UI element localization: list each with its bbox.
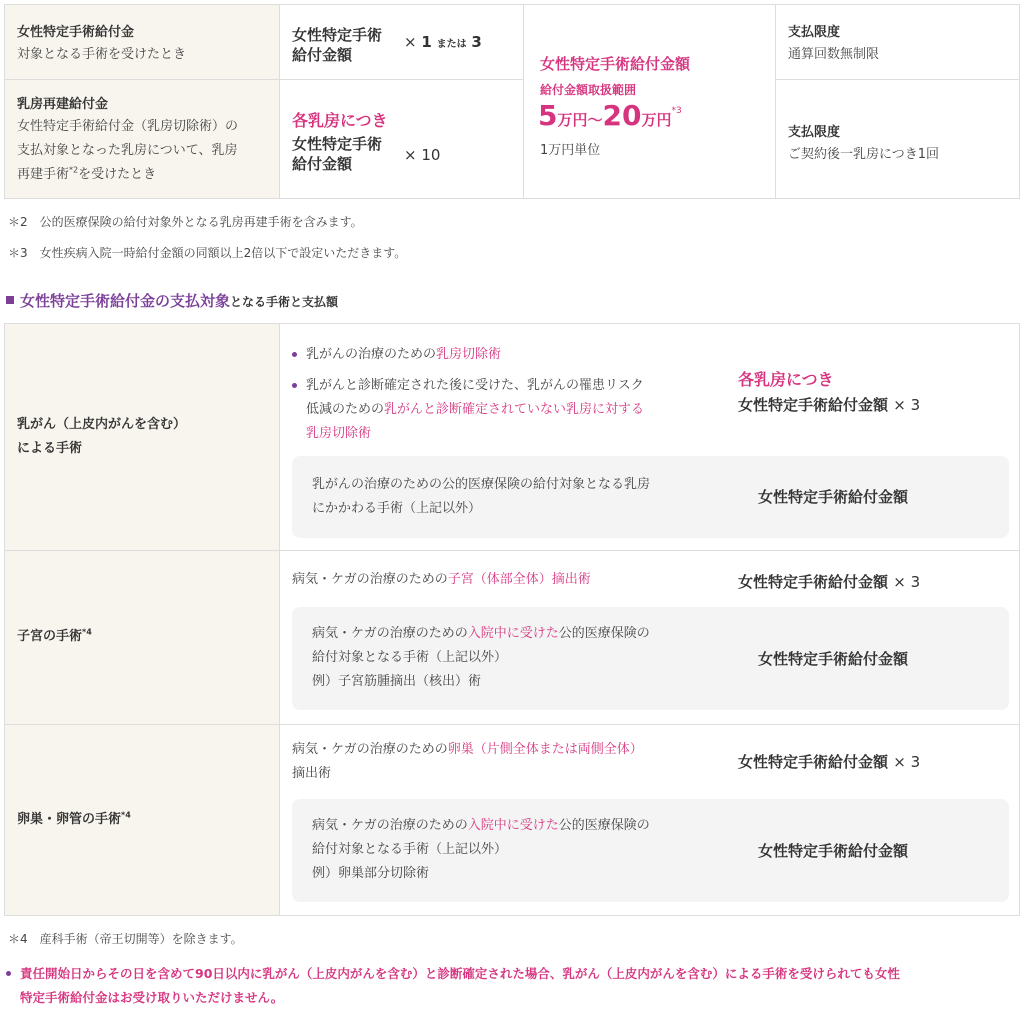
payment-multiplier: × 3 (893, 753, 921, 771)
row-label-cell (5, 725, 280, 915)
range-max: 20 (602, 99, 642, 132)
payment-amount (738, 394, 920, 415)
box-payment: 女性特定手術給付金額 (758, 488, 909, 506)
female-surgery-amount-cell (280, 5, 524, 80)
payment-text: 女性特定手術給付金額 (738, 573, 889, 591)
breast-reconstruction-amount-cell (280, 80, 524, 198)
breast-reconstruction-desc-2: 支払対象となった乳房について、乳房 (17, 143, 238, 158)
range-title: 女性特定手術給付金額 (540, 55, 691, 73)
warning-text: 責任開始日からその日を含めて90日以内に乳がん（上皮内がんを含む）と診断確定された場合、乳がん（上皮内がんを含む）による手術を受けられても女性 (20, 966, 900, 981)
surgery-payment-table (4, 323, 1020, 916)
table-row (5, 725, 1019, 915)
mult-b: 3 (471, 33, 482, 51)
surgery-line: 摘出術 (292, 766, 332, 781)
breast-reconstruction-title: 乳房再建給付金 (17, 97, 109, 112)
breast-reconstruction-desc-3 (17, 163, 279, 187)
section-heading-main: 女性特定手術給付金の支払対象 (20, 292, 231, 310)
box-text: 給付対象となる手術（上記以外） (312, 650, 508, 665)
table-row (5, 324, 1019, 550)
box-example: 例）子宮筋腫摘出（核出）術 (312, 674, 482, 689)
amount-multiplier (404, 33, 482, 51)
each-breast-label: 各乳房につき (738, 370, 834, 389)
range-step: 1万円単位 (540, 143, 601, 158)
item-highlight: 乳がんと診断確定されていない乳房に対する (384, 402, 645, 417)
payment-amount (738, 751, 920, 772)
footnote-4: ＊4 産科手術（帝王切開等）を除きます。 (8, 932, 243, 946)
bullet-dot-icon (292, 352, 297, 357)
breast-reconstruction-desc-1: 女性特定手術給付金（乳房切除術）の (17, 119, 239, 134)
item-text-part: 低減のための (306, 402, 385, 417)
box-highlight: 入院中に受けた (467, 626, 559, 641)
footnote-3: ＊3 女性疾病入院一時給付金額の同額以上2倍以下で設定いただきます。 (8, 246, 407, 260)
range-unit: 万円 (557, 111, 588, 129)
box-text-part: 病気・ケガの治療のための (312, 818, 468, 833)
limit-title: 支払限度 (788, 125, 841, 140)
footnote-ref: *3 (671, 106, 682, 116)
female-surgery-desc: 対象となる手術を受けたとき (17, 47, 187, 62)
payment-multiplier: × 3 (893, 396, 921, 414)
row-label: 乳がん（上皮内がんを含む） (17, 417, 187, 432)
female-surgery-title: 女性特定手術給付金 (17, 25, 135, 40)
box-text-part: 公的医療保険の (558, 626, 650, 641)
payment-multiplier: × 3 (893, 573, 921, 591)
bullet-dot-icon (6, 971, 11, 976)
benefit-summary-table (4, 4, 1020, 199)
range-subtitle: 給付金額取扱範囲 (540, 83, 637, 97)
box-text-part: 病気・ケガの治療のための (312, 626, 468, 641)
other-surgery-box (292, 456, 1009, 538)
box-example: 例）卵巣部分切除術 (312, 866, 430, 881)
other-surgery-box (292, 799, 1009, 902)
list-item (306, 374, 644, 446)
item-highlight: 乳房切除術 (306, 426, 372, 441)
list-item (306, 343, 501, 367)
limit-title: 支払限度 (788, 25, 841, 40)
amount-name-1: 女性特定手術 (292, 135, 383, 153)
footnote-ref: *4 (121, 810, 131, 820)
bullet-dot-icon (292, 383, 297, 388)
female-surgery-label-cell (5, 5, 280, 80)
female-surgery-limit-cell (776, 5, 1019, 80)
box-text: 乳がんの治療のための公的医療保険の給付対象となる乳房 (312, 477, 651, 492)
limit-text: ご契約後一乳房につき1回 (788, 147, 940, 162)
box-highlight: 入院中に受けた (467, 818, 559, 833)
square-bullet-icon (6, 296, 14, 304)
warning-text: 特定手術給付金はお受け取りいただけません。 (20, 990, 284, 1005)
limit-text: 通算回数無制限 (788, 47, 880, 62)
table-row (5, 551, 1019, 724)
breast-reconstruction-label-cell (5, 80, 280, 198)
row-label-cell (5, 551, 280, 724)
row-label: による手術 (17, 441, 83, 456)
section-heading (6, 290, 338, 311)
amount-name-1: 女性特定手術 (292, 26, 383, 44)
line-text: 病気・ケガの治療のための (292, 572, 448, 587)
item-text: 乳がんの治療のための (306, 347, 437, 362)
desc-text: を受けたとき (78, 167, 157, 182)
payment-amount (738, 571, 920, 592)
desc-text: 再建手術 (17, 167, 70, 182)
section-heading-sub: となる手術と支払額 (230, 295, 339, 309)
range-tilde: ～ (587, 111, 603, 129)
amount-multiplier: × 10 (404, 146, 441, 164)
warning-notice (20, 962, 1015, 1010)
footnote-ref: *2 (69, 165, 79, 175)
range-value (538, 99, 682, 132)
footnote-2: ＊2 公的医療保険の給付対象外となる乳房再建手術を含みます。 (8, 215, 363, 229)
range-min: 5 (538, 99, 558, 132)
row-label (17, 808, 131, 832)
amount-range-cell (524, 5, 776, 198)
item-highlight: 乳房切除術 (436, 347, 502, 362)
row-label-text: 卵巣・卵管の手術 (17, 812, 122, 827)
box-text: 給付対象となる手術（上記以外） (312, 842, 508, 857)
box-text (312, 622, 650, 646)
surgery-line (292, 738, 643, 762)
payment-text: 女性特定手術給付金額 (738, 396, 889, 414)
item-text: 乳がんと診断確定された後に受けた、乳がんの罹患リスク (306, 378, 644, 393)
row-label-cell (5, 324, 280, 550)
each-breast-label: 各乳房につき (292, 111, 388, 130)
box-text: にかかわる手術（上記以外） (312, 501, 482, 516)
line-highlight: 子宮（体部全体）摘出術 (447, 572, 591, 587)
box-payment: 女性特定手術給付金額 (758, 842, 909, 860)
mult-or: または (436, 39, 467, 50)
other-surgery-box (292, 607, 1009, 710)
amount-name-2: 給付金額 (292, 155, 353, 173)
box-text (312, 814, 650, 838)
payment-text: 女性特定手術給付金額 (738, 753, 889, 771)
mult-sign: × (404, 33, 417, 51)
amount-name-2: 給付金額 (292, 46, 353, 64)
range-unit: 万円 (641, 111, 672, 129)
footnote-ref: *4 (82, 627, 92, 637)
box-payment: 女性特定手術給付金額 (758, 650, 909, 668)
surgery-line (292, 568, 591, 592)
box-text-part: 公的医療保険の (558, 818, 650, 833)
row-label-text: 子宮の手術 (17, 629, 83, 644)
breast-reconstruction-limit-cell (776, 80, 1019, 198)
line-text: 病気・ケガの治療のための (292, 742, 448, 757)
mult-a: 1 (421, 33, 432, 51)
line-highlight: 卵巣（片側全体または両側全体） (447, 742, 643, 757)
row-label (17, 625, 92, 649)
item-text (306, 398, 644, 422)
